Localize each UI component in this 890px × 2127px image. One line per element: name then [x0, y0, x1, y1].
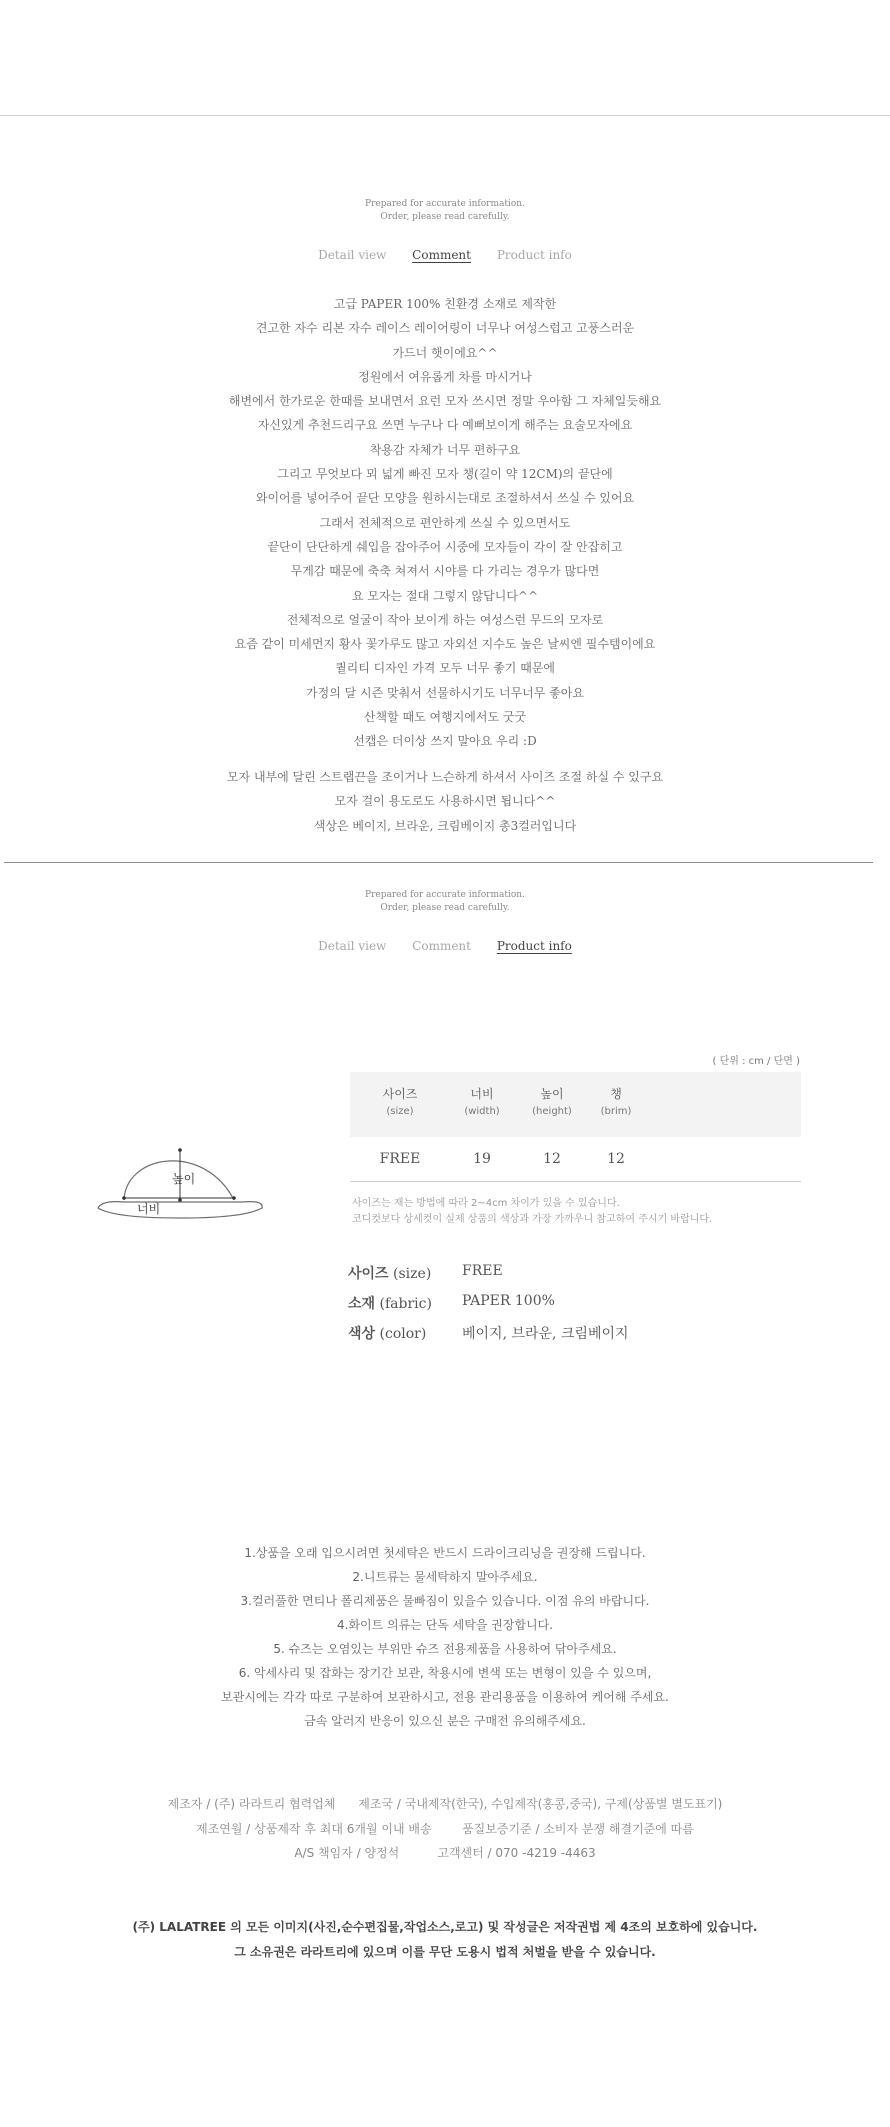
- comment-line: 정원에서 여유롭게 차를 마시거나: [358, 369, 532, 384]
- comment-paragraph-2: [0, 765, 890, 838]
- width-arrow-right: [232, 1196, 236, 1200]
- header-label: 사이즈: [382, 1087, 418, 1101]
- comment-line: 요 모자는 절대 그렇지 않답니다^^: [351, 588, 539, 603]
- size-note: [352, 1196, 712, 1228]
- hat-brim: [98, 1202, 262, 1218]
- spec-label-en: (fabric): [379, 1296, 432, 1312]
- tab-product-info[interactable]: Product info: [496, 248, 572, 262]
- comment-line: 고급 PAPER 100% 친환경 소재로 제작한: [333, 297, 557, 311]
- comment-line: 가정의 달 시즌 맞춰서 선물하시기도 너무너무 좋아요: [306, 685, 584, 700]
- comment-line: 모자 내부에 달린 스트랩끈을 조이거나 느슨하게 하셔서 사이즈 조절 하실 수 있구요: [226, 770, 664, 784]
- cell-size: [350, 1137, 450, 1181]
- tab-detail-view[interactable]: Detail view: [318, 248, 387, 262]
- cell-value: 12: [607, 1151, 625, 1167]
- height-arrow-bottom: [178, 1198, 182, 1202]
- width-label: 너비: [137, 1202, 161, 1216]
- comment-paragraph-1: [0, 292, 890, 754]
- prepared-line: Order, please read carefully.: [380, 903, 510, 913]
- spec-label-ko: 색상: [348, 1326, 376, 1342]
- tab-bar: [0, 248, 890, 262]
- prepared-line: Prepared for accurate information.: [365, 890, 525, 900]
- header-label: 너비: [470, 1087, 494, 1101]
- comment-line: 요즘 같이 미세먼지 황사 꽃가루도 많고 자외선 지수도 높은 날씨엔 필수템이에요: [234, 637, 656, 652]
- manufacturer-info: [0, 1792, 890, 1866]
- comment-line: 견고한 자수 리본 자수 레이스 레이어링이 너무나 여성스럽고 고풍스러운: [255, 321, 635, 336]
- comment-line: 가드너 햇이에요^^: [392, 345, 498, 360]
- tab-detail-view[interactable]: Detail view: [318, 939, 387, 953]
- cell-value: 12: [543, 1151, 561, 1167]
- table-row: [350, 1137, 801, 1182]
- header-sublabel: (brim): [600, 1106, 632, 1117]
- care-line: 5. 슈즈는 오염있는 부위만 슈즈 전용제품을 사용하여 닦아주세요.: [273, 1642, 617, 1656]
- info-line: A/S 책임자 / 양정석 고객센터 / 070 -4219 -4463: [294, 1846, 596, 1860]
- comment-line: 산책할 때도 여행지에서도 굿굿: [363, 710, 527, 725]
- info-line: 제조연월 / 상품제작 후 최대 6개월 이내 배송 품질보증기준 / 소비자 분쟁 해결기준에 따름: [196, 1821, 694, 1836]
- spec-label-ko: 사이즈: [348, 1266, 389, 1282]
- care-line: 금속 알러지 반응이 있으신 분은 구매전 유의해주세요.: [304, 1714, 586, 1728]
- info-line: 제조자 / (주) 라라트리 협력업체 제조국 / 국내제작(한국), 수입제작(홍콩,중국), 구제(상품별 별도표기): [167, 1797, 723, 1811]
- spec-value: PAPER 100%: [462, 1293, 555, 1309]
- unit-label: ( 단위 : cm / 단면 ): [712, 1056, 800, 1067]
- copyright-line: 그 소유권은 라라트리에 있으며 이를 무단 도용시 법적 처벌을 받을 수 있습니다.: [234, 1945, 656, 1959]
- header-sublabel: (height): [532, 1106, 572, 1117]
- spec-label-en: (color): [379, 1326, 427, 1342]
- care-line: 4.화이트 의류는 단독 세탁을 권장합니다.: [337, 1618, 553, 1632]
- prepared-line: Prepared for accurate information.: [365, 199, 525, 209]
- copyright-line: (주) LALATREE 의 모든 이미지(사진,순수편집물,작업소스,로고) 및 작성글은 저작권법 제 4조의 보호하에 있습니다.: [132, 1920, 758, 1934]
- comment-line: 모자 걸이 용도로도 사용하시면 됩니다^^: [334, 794, 556, 809]
- spec-value: 베이지, 브라운, 크림베이지: [462, 1326, 629, 1342]
- spec-label: [348, 1293, 432, 1313]
- comment-line: 그리고 무엇보다 뫼 넓게 빠진 모자 챙(길이 약 12CM)의 끝단에: [277, 467, 613, 482]
- width-arrow-left: [122, 1196, 126, 1200]
- tab-product-info[interactable]: Product info: [496, 939, 572, 953]
- header-size: [350, 1072, 450, 1137]
- comment-line: 선캡은 더이상 쓰지 말아요 우리 :D: [353, 734, 537, 749]
- comment-line: 와이어를 넣어주어 끝단 모양을 원하시는대로 조절하셔서 쓰실 수 있어요: [255, 491, 635, 506]
- spec-label: [348, 1323, 426, 1343]
- prepared-line: Order, please read carefully.: [380, 212, 510, 222]
- care-line: 1.상품을 오래 입으시려면 첫세탁은 반드시 드라이크리닝을 권장해 드립니다.: [244, 1546, 646, 1560]
- care-line: 3.컬러풀한 면티나 폴리제품은 물빠짐이 있을수 있습니다. 이점 유의 바랍니다.: [240, 1594, 650, 1608]
- header-sublabel: (width): [464, 1106, 500, 1117]
- tab-comment[interactable]: Comment: [412, 939, 471, 953]
- comment-line: 끝단이 단단하게 쉐입을 잡아주어 시중에 모자들이 각이 잘 안잡히고: [267, 539, 623, 554]
- comment-line: 색상은 베이지, 브라운, 크림베이지 총3컬러입니다: [313, 818, 577, 833]
- comment-line: 착용감 자체가 너무 편하구요: [369, 442, 521, 457]
- size-table-header: [350, 1072, 801, 1137]
- top-divider: [0, 115, 890, 116]
- header-width: [442, 1072, 522, 1137]
- comment-line: 그래서 전체적으로 편안하게 쓰실 수 있으면서도: [319, 515, 571, 530]
- cell-brim: [576, 1137, 656, 1181]
- header-label: 챙: [610, 1087, 622, 1101]
- comment-line: 전체적으로 얼굴이 작아 보이게 하는 여성스런 무드의 모자로: [286, 612, 604, 627]
- care-line: 6. 악세사리 및 잡화는 장기간 보관, 착용시에 변색 또는 변형이 있을 수 있으며,: [238, 1666, 652, 1680]
- note-line: 코디컷보다 상세컷이 실제 상품의 색상과 가장 가까우니 참고하여 주시기 바랍니다.: [352, 1214, 713, 1225]
- tab-bar: [0, 939, 890, 953]
- care-line: 2.니트류는 물세탁하지 말아주세요.: [352, 1570, 538, 1584]
- care-line: 보관시에는 각각 따로 구분하여 보관하시고, 전용 관리용품을 이용하여 케어해 주세요.: [221, 1690, 669, 1704]
- comment-line: 퀄리티 디자인 가격 모두 너무 좋기 때문에: [335, 661, 555, 676]
- header-brim: [576, 1072, 656, 1137]
- section-divider: [4, 862, 873, 863]
- height-arrow-top: [178, 1148, 182, 1152]
- height-label: 높이: [172, 1172, 196, 1186]
- comment-line: 해변에서 한가로운 한때를 보내면서 요런 모자 쓰시면 정말 우아함 그 자체일듯해요: [228, 394, 662, 409]
- tab-comment[interactable]: Comment: [412, 248, 471, 262]
- prepared-note: [0, 198, 890, 224]
- spec-label-ko: 소재: [348, 1296, 376, 1312]
- comment-line: 무게감 때문에 축축 쳐져서 시야를 다 가리는 경우가 많다면: [290, 564, 600, 579]
- prepared-note: [0, 889, 890, 915]
- header-label: 높이: [540, 1087, 564, 1101]
- spec-label-en: (size): [393, 1266, 432, 1282]
- spec-label: [348, 1263, 431, 1283]
- comment-line: 자신있게 추천드리구요 쓰면 누구나 다 예뻐보이게 해주는 요술모자에요: [257, 418, 633, 433]
- header-sublabel: (size): [386, 1106, 414, 1117]
- note-line: 사이즈는 재는 방법에 따라 2~4cm 차이가 있을 수 있습니다.: [352, 1198, 620, 1209]
- care-guide: [0, 1541, 890, 1733]
- cell-value: FREE: [379, 1151, 421, 1167]
- size-table: [350, 1072, 801, 1182]
- cell-value: 19: [473, 1151, 491, 1167]
- copyright-notice: [0, 1915, 890, 1965]
- spec-value: FREE: [462, 1263, 503, 1279]
- cell-width: [442, 1137, 522, 1181]
